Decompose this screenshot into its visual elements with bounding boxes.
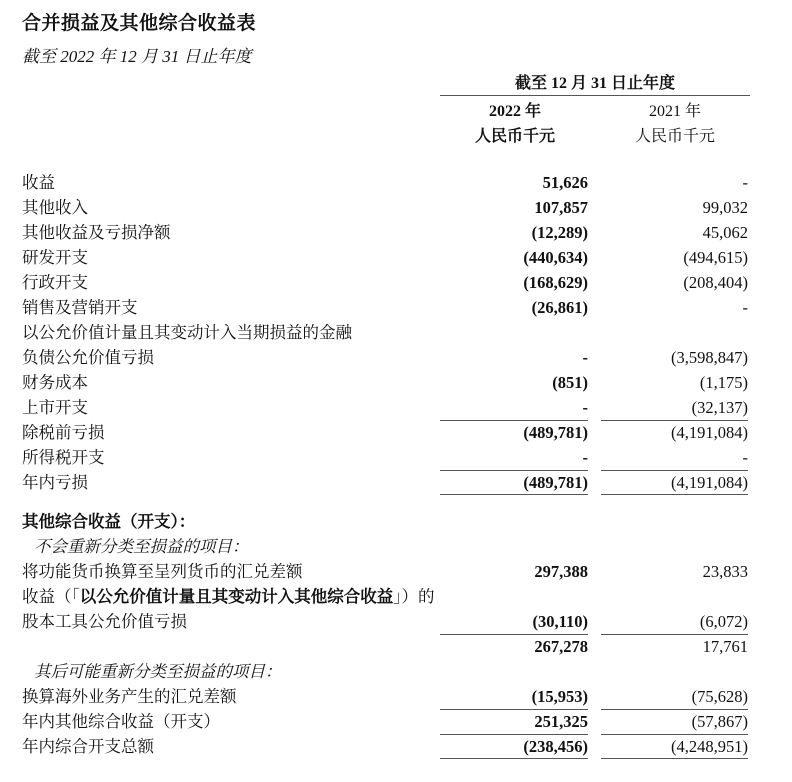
row-value-2021: - xyxy=(742,448,748,467)
row-label xyxy=(22,584,442,634)
subsection-heading-may-reclassify xyxy=(0,659,792,684)
row-value-2022: - xyxy=(582,398,588,417)
row-value-2021: (208,404) xyxy=(683,273,748,292)
row-value-2021: (57,867) xyxy=(691,712,748,731)
column-header-2021 xyxy=(600,100,750,150)
table-row xyxy=(0,445,792,470)
row-label: 其他收入 xyxy=(22,198,88,217)
row-value-2022: 51,626 xyxy=(542,173,588,192)
row-value-2021: 17,761 xyxy=(702,637,748,656)
table-row xyxy=(0,370,792,395)
row-label: 换算海外业务产生的汇兑差额 xyxy=(22,687,237,706)
row-value-2022: (30,110) xyxy=(532,612,588,631)
table-row xyxy=(0,245,792,270)
row-label-suffix: 」）的股本工具公允价值亏损 xyxy=(22,587,435,631)
row-label-line1: 以公允价值计量且其变动计入当期损益的金融 xyxy=(22,323,352,342)
row-label: 行政开支 xyxy=(22,273,88,292)
grand-total-rule-bottom-2022 xyxy=(440,758,588,759)
row-label: 收益 xyxy=(22,173,55,192)
section-heading-oci xyxy=(0,509,792,534)
row-value-2021: - xyxy=(742,298,748,317)
row-value-2021: - xyxy=(742,173,748,192)
row-value-2022: 251,325 xyxy=(534,712,588,731)
table-row-total xyxy=(0,470,792,495)
row-label: 其他收益及亏损净额 xyxy=(22,223,171,242)
row-value-2021: (4,248,951) xyxy=(671,737,748,756)
table-row xyxy=(0,220,792,245)
section-heading-label: 其他综合收益（开支）： xyxy=(22,512,196,531)
table-row xyxy=(0,684,792,709)
row-value-2021: 23,833 xyxy=(702,562,748,581)
table-row-subtotal xyxy=(0,709,792,734)
row-value-2021: (75,628) xyxy=(691,687,748,706)
row-value-2021: 99,032 xyxy=(702,198,748,217)
table-row xyxy=(0,584,792,634)
row-value-2022: - xyxy=(582,448,588,467)
row-label: 所得税开支 xyxy=(22,448,105,467)
section-spacer xyxy=(0,495,792,509)
statement-table xyxy=(0,170,792,759)
row-value-2021: 45,062 xyxy=(702,223,748,242)
row-value-2022: 297,388 xyxy=(534,562,588,581)
table-row xyxy=(0,170,792,195)
table-row xyxy=(0,320,792,370)
row-label: 上市开支 xyxy=(22,398,88,417)
row-value-2021: (494,615) xyxy=(683,248,748,267)
row-value-2021: (6,072) xyxy=(699,612,748,631)
subsection-heading-label: 不会重新分类至损益的项目： xyxy=(34,537,249,556)
row-value-2022: (15,953) xyxy=(531,687,588,706)
row-label-prefix: 收益（「 xyxy=(22,587,80,606)
row-label: 年内综合开支总额 xyxy=(22,737,154,756)
row-label-emphasis: 以公允价值计量且其变动计入其他综 xyxy=(79,587,344,606)
row-value-2022: (489,781) xyxy=(523,423,588,442)
row-value-2022: (168,629) xyxy=(523,273,588,292)
row-label: 年内亏损 xyxy=(22,473,88,492)
row-value-2021: (3,598,847) xyxy=(671,348,748,367)
column-header-2021-year: 2021 年 xyxy=(648,103,701,120)
grand-total-rule-bottom-2021 xyxy=(601,758,748,759)
column-header-2022 xyxy=(440,100,590,150)
row-value-2022: (26,861) xyxy=(531,298,588,317)
table-row-subtotal xyxy=(0,634,792,659)
row-value-2021: (4,191,084) xyxy=(671,473,748,492)
row-value-2022: 267,278 xyxy=(534,637,588,656)
column-header-2021-unit: 人民币千元 xyxy=(634,127,715,145)
row-value-2022: (12,289) xyxy=(531,223,588,242)
row-value-2021: (4,191,084) xyxy=(671,423,748,442)
subsection-heading-not-reclassified xyxy=(0,534,792,559)
row-label: 销售及营销开支 xyxy=(22,298,138,317)
row-label: 财务成本 xyxy=(22,373,88,392)
page-title: 合并损益及其他综合收益表 xyxy=(22,13,257,34)
header-rule xyxy=(440,95,750,96)
row-value-2021: (32,137) xyxy=(691,398,748,417)
row-label-line2: 负债公允价值亏损 xyxy=(22,348,154,367)
page-subtitle: 截至 2022 年 12 月 31 日止年度 xyxy=(22,47,252,66)
column-header-2022-year: 2022 年 xyxy=(488,103,541,120)
table-row xyxy=(0,559,792,584)
table-row-total xyxy=(0,734,792,759)
row-label-emphasis-2: 合收益 xyxy=(343,587,394,606)
table-row xyxy=(0,270,792,295)
table-row xyxy=(0,195,792,220)
column-span-header: 截至 12 月 31 日止年度 xyxy=(514,75,675,92)
subsection-heading-label: 其后可能重新分类至损益的项目： xyxy=(34,662,282,681)
table-row xyxy=(0,395,792,420)
table-row xyxy=(0,295,792,320)
row-label: 将功能货币换算至呈列货币的汇兑差额 xyxy=(22,562,303,581)
row-label: 研发开支 xyxy=(22,248,88,267)
row-value-2022: - xyxy=(582,348,588,367)
row-value-2022: (238,456) xyxy=(523,737,588,756)
row-label: 年内其他综合收益（开支） xyxy=(22,712,220,731)
row-value-2022: (851) xyxy=(552,373,588,392)
row-value-2022: 107,857 xyxy=(534,198,588,217)
table-row-subtotal xyxy=(0,420,792,445)
row-value-2022: (489,781) xyxy=(523,473,588,492)
row-label: 除税前亏损 xyxy=(22,423,105,442)
row-value-2021: (1,175) xyxy=(699,373,748,392)
column-header-2022-unit: 人民币千元 xyxy=(474,127,555,145)
row-value-2022: (440,634) xyxy=(523,248,588,267)
row-label xyxy=(22,320,442,370)
